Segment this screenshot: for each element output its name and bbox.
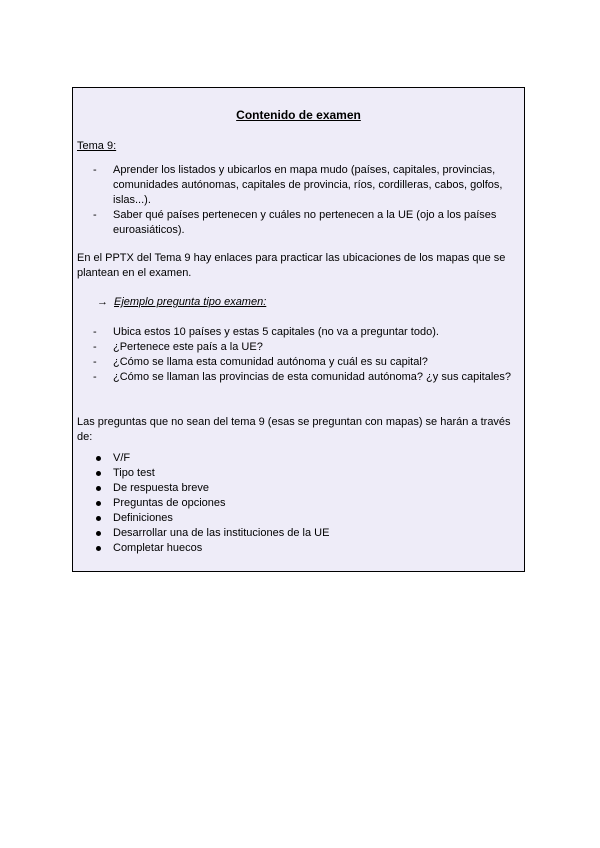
section-heading: Tema 9: <box>77 140 117 152</box>
bullet-icon <box>96 531 101 536</box>
list-item <box>93 325 513 340</box>
list-item <box>93 466 155 481</box>
list-item <box>93 208 513 238</box>
list-item-text: ¿Cómo se llaman las provincias de esta comunidad autónoma? ¿y sus capitales? <box>113 371 512 383</box>
bullet-icon <box>96 516 101 521</box>
example-label: Ejemplo pregunta tipo examen: <box>114 296 267 308</box>
list-item-text: Ubica estos 10 países y estas 5 capitales (no va a preguntar todo). <box>113 326 439 338</box>
dash-marker: - <box>93 164 97 176</box>
list-item-text: Desarrollar una de las instituciones de la UE <box>113 527 330 539</box>
bullet-icon <box>96 471 101 476</box>
list-item <box>93 511 173 526</box>
list-item <box>93 163 513 208</box>
dash-marker: - <box>93 341 97 353</box>
list-item <box>93 355 513 370</box>
list-item <box>93 526 329 541</box>
exam-content-box <box>72 87 525 572</box>
list-item-text: Aprender los listados y ubicarlos en mapa mudo (países, capitales, provincias, comunidades autónomas, capitales de provincia, ríos, cordilleras, cabos, golfos, islas...). <box>113 164 503 206</box>
list-item-text: Completar huecos <box>113 542 203 554</box>
bullet-icon <box>96 501 101 506</box>
list-item-text: De respuesta breve <box>113 482 209 494</box>
dash-marker: - <box>93 209 97 221</box>
bullet-icon <box>96 486 101 491</box>
pptx-paragraph: En el PPTX del Tema 9 hay enlaces para practicar las ubicaciones de los mapas que se plantean en el examen. <box>77 252 506 279</box>
bullet-icon <box>96 546 101 551</box>
list-item <box>93 541 202 556</box>
example-heading <box>97 295 266 310</box>
list-item-text: Definiciones <box>113 512 173 524</box>
list-item-text: Tipo test <box>113 467 155 479</box>
list-item <box>93 451 130 466</box>
bullet-icon <box>96 456 101 461</box>
list-item <box>93 496 226 511</box>
list-item-text: V/F <box>113 452 131 464</box>
dash-marker: - <box>93 371 97 383</box>
dash-marker: - <box>93 356 97 368</box>
dash-marker: - <box>93 326 97 338</box>
list-item-text: ¿Pertenece este país a la UE? <box>113 341 263 353</box>
list-item-text: Preguntas de opciones <box>113 497 226 509</box>
list-item <box>93 340 513 355</box>
other-questions-paragraph: Las preguntas que no sean del tema 9 (esas se preguntan con mapas) se harán a través de: <box>77 416 511 443</box>
list-item <box>93 481 209 496</box>
list-item-text: Saber qué países pertenecen y cuáles no pertenecen a la UE (ojo a los países euroasiáticos). <box>113 209 497 236</box>
document-title: Contenido de examen <box>236 108 361 122</box>
list-item-text: ¿Cómo se llama esta comunidad autónoma y cuál es su capital? <box>113 356 428 368</box>
list-item <box>93 370 513 385</box>
arrow-icon: → <box>97 296 108 308</box>
